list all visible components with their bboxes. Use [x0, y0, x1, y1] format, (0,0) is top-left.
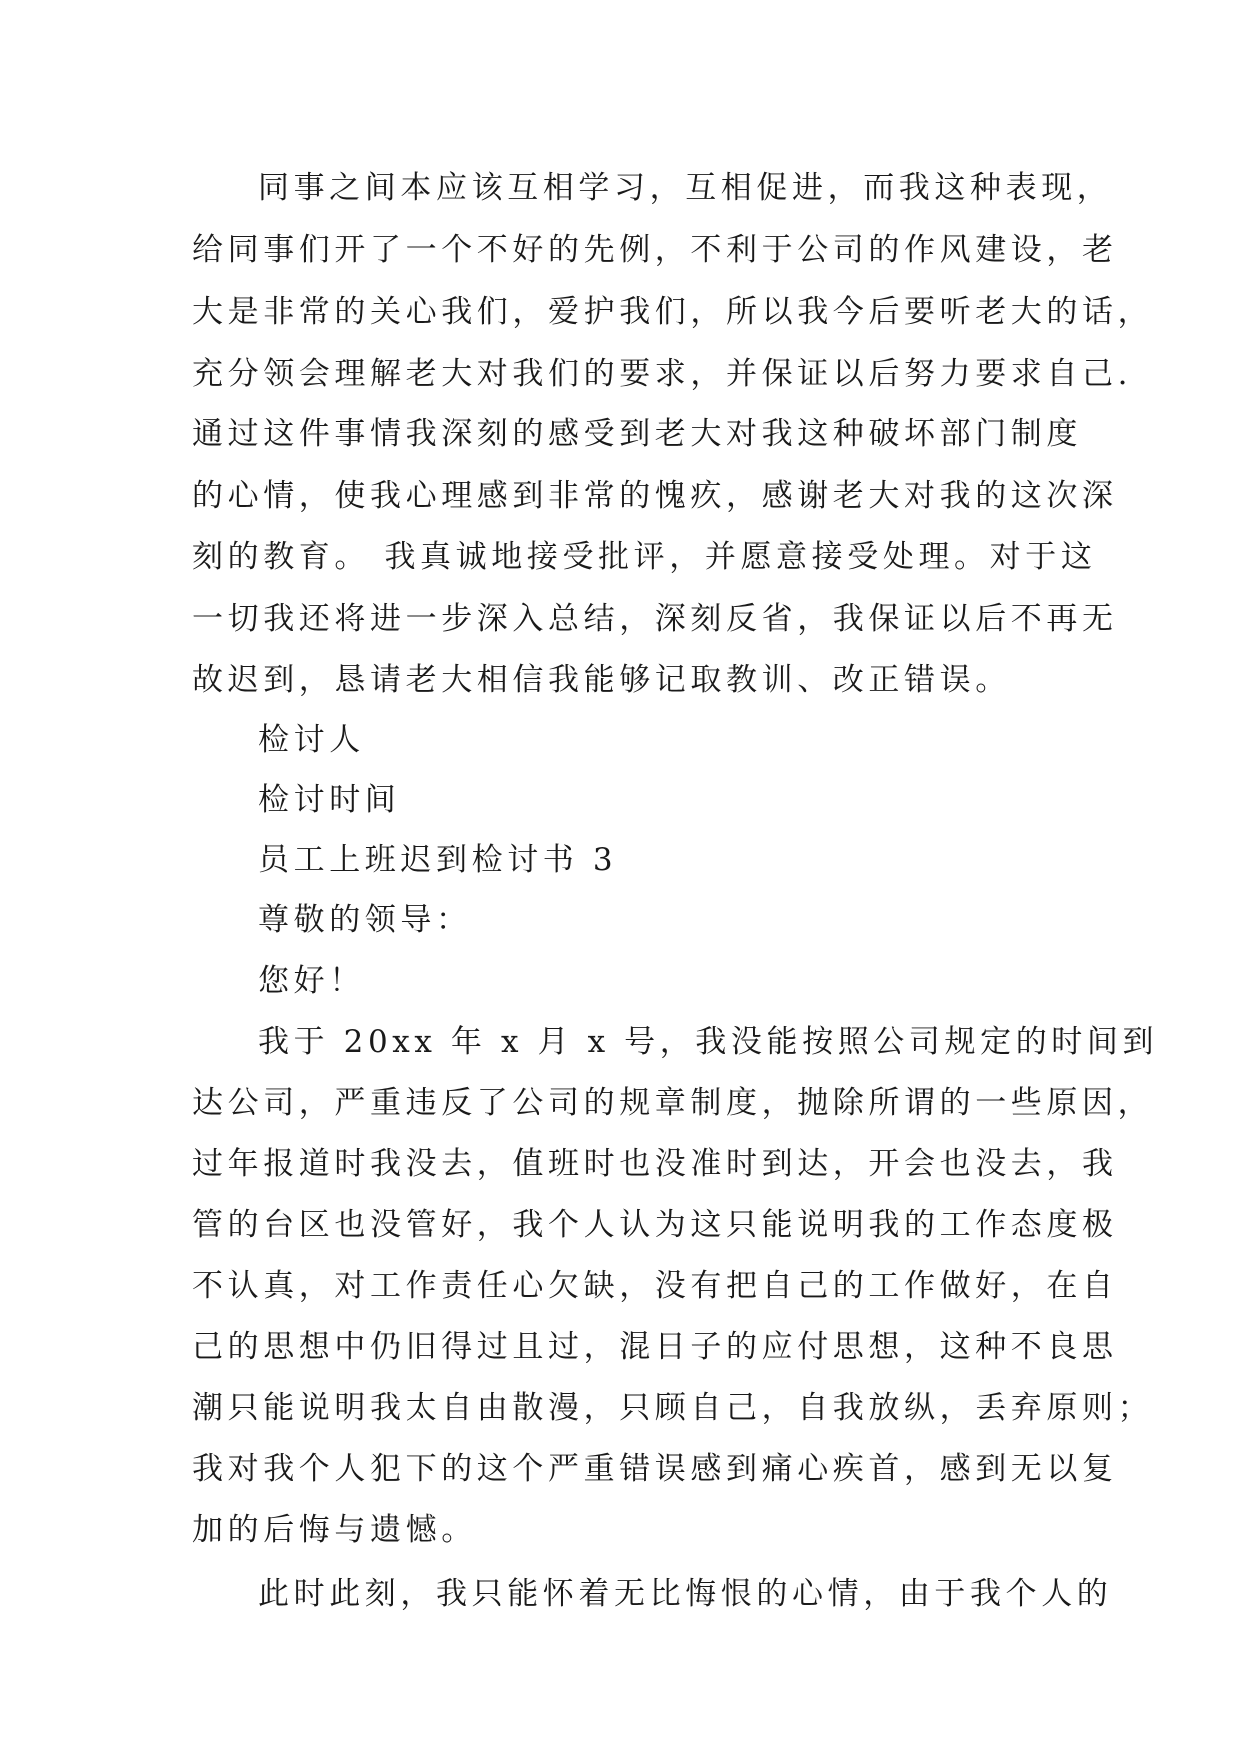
paragraph-line: 己的思想中仍旧得过且过，混日子的应付思想，这种不良思: [192, 1329, 1118, 1365]
paragraph-line: 我于 20xx 年 x 月 x 号，我没能按照公司规定的时间到: [258, 1024, 1159, 1060]
paragraph-line: 加的后悔与遗憾。: [192, 1512, 477, 1548]
section-title: 员工上班迟到检讨书 3: [258, 842, 618, 878]
paragraph-line: 过年报道时我没去，值班时也没准时到达，开会也没去，我: [192, 1146, 1118, 1182]
paragraph-line: 大是非常的关心我们，爱护我们，所以我今后要听老大的话，: [192, 294, 1154, 330]
date-label: 检讨时间: [258, 782, 401, 818]
paragraph-line: 此时此刻，我只能怀着无比悔恨的心情，由于我个人的: [258, 1576, 1113, 1612]
paragraph-line: 一切我还将进一步深入总结，深刻反省，我保证以后不再无: [192, 601, 1118, 637]
paragraph-line: 故迟到，恳请老大相信我能够记取教训、改正错误。: [192, 662, 1011, 698]
greeting: 您好！: [258, 963, 365, 999]
signatory-label: 检讨人: [258, 722, 365, 758]
paragraph-line: 管的台区也没管好，我个人认为这只能说明我的工作态度极: [192, 1207, 1118, 1243]
paragraph-line: 通过这件事情我深刻的感受到老大对我这种破坏部门制度: [192, 416, 1082, 452]
paragraph-line: 同事之间本应该互相学习，互相促进，而我这种表现，: [258, 170, 1113, 206]
paragraph-line: 的心情，使我心理感到非常的愧疚，感谢老大对我的这次深: [192, 478, 1118, 514]
paragraph-line: 潮只能说明我太自由散漫，只顾自己，自我放纵，丢弃原则；: [192, 1390, 1154, 1426]
paragraph-line: 达公司，严重违反了公司的规章制度，抛除所谓的一些原因，: [192, 1085, 1154, 1121]
paragraph-line: 给同事们开了一个不好的先例，不利于公司的作风建设，老: [192, 232, 1118, 268]
salutation: 尊敬的领导：: [258, 902, 472, 938]
paragraph-line: 我对我个人犯下的这个严重错误感到痛心疾首，感到无以复: [192, 1451, 1118, 1487]
paragraph-line: 不认真，对工作责任心欠缺，没有把自己的工作做好，在自: [192, 1268, 1118, 1304]
paragraph-line: 充分领会理解老大对我们的要求，并保证以后努力要求自己.: [192, 356, 1133, 392]
paragraph-line: 刻的教育。 我真诚地接受批评，并愿意接受处理。对于这: [192, 539, 1097, 575]
